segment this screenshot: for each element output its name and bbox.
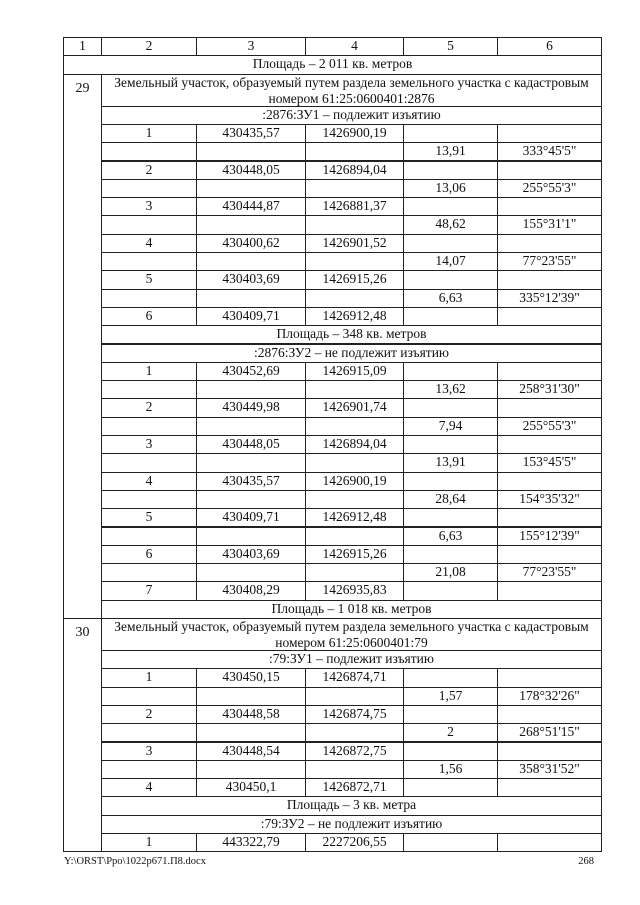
coord-y: 1426915,09	[305, 362, 404, 381]
header-col-6: 6	[497, 37, 602, 56]
empty-cell	[403, 705, 498, 724]
coord-y: 1426872,75	[305, 742, 404, 761]
empty-cell	[196, 723, 306, 742]
empty-cell	[497, 270, 602, 289]
empty-cell	[305, 527, 404, 546]
empty-cell	[403, 545, 498, 564]
empty-cell	[403, 508, 498, 527]
empty-cell	[497, 705, 602, 724]
document-path: Y:\ORST\Ppo\1022p671.П8.docx	[64, 856, 206, 867]
header-col-1: 1	[63, 37, 102, 56]
coord-y: 2227206,55	[305, 833, 404, 852]
empty-cell	[196, 760, 306, 779]
direction-angle: 358°31'52"	[497, 760, 602, 779]
coord-y: 1426872,71	[305, 778, 404, 797]
direction-angle: 255°55'3"	[497, 179, 602, 198]
area-row: Площадь – 3 кв. метра	[101, 796, 602, 815]
coord-x: 430452,69	[196, 362, 306, 381]
empty-cell	[403, 398, 498, 417]
empty-cell	[497, 234, 602, 253]
direction-angle: 268°51'15"	[497, 723, 602, 742]
point-number: 1	[101, 124, 197, 143]
coord-x: 430435,57	[196, 124, 306, 143]
coord-x: 430409,71	[196, 508, 306, 527]
direction-angle: 154°35'32"	[497, 490, 602, 509]
direction-angle: 153°45'5"	[497, 453, 602, 472]
empty-cell	[497, 161, 602, 180]
coord-x: 430400,62	[196, 234, 306, 253]
direction-angle: 335°12'39"	[497, 289, 602, 308]
coord-y: 1426900,19	[305, 472, 404, 491]
distance: 14,07	[403, 252, 498, 271]
empty-cell	[305, 563, 404, 582]
plot-title: Земельный участок, образуемый путем раздела земельного участка с кадастровым номером 61:25:0600401:2876	[101, 74, 602, 107]
empty-cell	[403, 668, 498, 687]
empty-cell	[497, 508, 602, 527]
direction-angle: 258°31'30"	[497, 380, 602, 399]
empty-cell	[101, 380, 197, 399]
empty-cell	[497, 124, 602, 143]
empty-cell	[101, 179, 197, 198]
distance: 1,57	[403, 687, 498, 706]
distance: 21,08	[403, 563, 498, 582]
empty-cell	[497, 778, 602, 797]
empty-cell	[497, 307, 602, 326]
distance: 13,91	[403, 453, 498, 472]
empty-cell	[196, 453, 306, 472]
empty-cell	[403, 124, 498, 143]
point-number: 4	[101, 234, 197, 253]
distance: 6,63	[403, 289, 498, 308]
empty-cell	[305, 289, 404, 308]
empty-cell	[403, 742, 498, 761]
point-number: 3	[101, 197, 197, 216]
part-label: :2876:ЗУ1 – подлежит изъятию	[101, 106, 602, 125]
header-col-4: 4	[305, 37, 404, 56]
empty-cell	[497, 398, 602, 417]
area-row: Площадь – 348 кв. метров	[101, 325, 602, 344]
empty-cell	[403, 161, 498, 180]
point-number: 1	[101, 668, 197, 687]
empty-cell	[305, 723, 404, 742]
empty-cell	[305, 252, 404, 271]
coord-y: 1426935,83	[305, 581, 404, 600]
empty-cell	[305, 215, 404, 234]
direction-angle: 333°45'5"	[497, 142, 602, 161]
distance: 13,06	[403, 179, 498, 198]
empty-cell	[403, 362, 498, 381]
point-number: 4	[101, 472, 197, 491]
empty-cell	[101, 453, 197, 472]
empty-cell	[101, 527, 197, 546]
empty-cell	[497, 833, 602, 852]
empty-cell	[403, 778, 498, 797]
empty-cell	[403, 581, 498, 600]
coord-x: 430448,05	[196, 161, 306, 180]
empty-cell	[305, 179, 404, 198]
empty-cell	[101, 687, 197, 706]
coord-x: 430448,54	[196, 742, 306, 761]
coord-y: 1426912,48	[305, 307, 404, 326]
empty-cell	[305, 142, 404, 161]
point-number: 2	[101, 398, 197, 417]
coord-x: 430450,15	[196, 668, 306, 687]
coord-x: 430409,71	[196, 307, 306, 326]
empty-cell	[196, 490, 306, 509]
direction-angle: 77°23'55"	[497, 563, 602, 582]
direction-angle: 155°31'1"	[497, 215, 602, 234]
distance: 1,56	[403, 760, 498, 779]
part-label: :79:ЗУ1 – подлежит изъятию	[101, 650, 602, 669]
header-col-2: 2	[101, 37, 197, 56]
plot-number: 30	[63, 618, 102, 852]
empty-cell	[196, 142, 306, 161]
empty-cell	[196, 252, 306, 271]
area-row: Площадь – 1 018 кв. метров	[101, 600, 602, 619]
empty-cell	[497, 362, 602, 381]
coord-y: 1426915,26	[305, 545, 404, 564]
direction-angle: 155°12'39"	[497, 527, 602, 546]
empty-cell	[497, 545, 602, 564]
coord-x: 430403,69	[196, 545, 306, 564]
empty-cell	[305, 453, 404, 472]
part-label: :2876:ЗУ2 – не подлежит изъятию	[101, 344, 602, 363]
coord-x: 443322,79	[196, 833, 306, 852]
header-col-5: 5	[403, 37, 498, 56]
direction-angle: 255°55'3"	[497, 417, 602, 436]
empty-cell	[101, 760, 197, 779]
empty-cell	[403, 234, 498, 253]
empty-cell	[497, 742, 602, 761]
empty-cell	[403, 833, 498, 852]
empty-cell	[196, 417, 306, 436]
coord-x: 430403,69	[196, 270, 306, 289]
coord-x: 430444,87	[196, 197, 306, 216]
empty-cell	[101, 215, 197, 234]
distance: 48,62	[403, 215, 498, 234]
empty-cell	[101, 252, 197, 271]
empty-cell	[196, 179, 306, 198]
coord-y: 1426894,04	[305, 161, 404, 180]
coord-y: 1426894,04	[305, 435, 404, 454]
coord-x: 430435,57	[196, 472, 306, 491]
empty-cell	[196, 527, 306, 546]
direction-angle: 178°32'26"	[497, 687, 602, 706]
empty-cell	[196, 215, 306, 234]
empty-cell	[305, 760, 404, 779]
coord-x: 430449,98	[196, 398, 306, 417]
empty-cell	[497, 668, 602, 687]
coord-x: 430448,58	[196, 705, 306, 724]
empty-cell	[403, 270, 498, 289]
empty-cell	[403, 472, 498, 491]
point-number: 1	[101, 362, 197, 381]
point-number: 1	[101, 833, 197, 852]
empty-cell	[305, 380, 404, 399]
coord-y: 1426912,48	[305, 508, 404, 527]
distance: 28,64	[403, 490, 498, 509]
empty-cell	[101, 289, 197, 308]
coord-x: 430408,29	[196, 581, 306, 600]
plot-number: 29	[63, 74, 102, 619]
point-number: 6	[101, 545, 197, 564]
empty-cell	[403, 197, 498, 216]
distance: 2	[403, 723, 498, 742]
empty-cell	[305, 490, 404, 509]
coord-x: 430448,05	[196, 435, 306, 454]
point-number: 6	[101, 307, 197, 326]
empty-cell	[497, 581, 602, 600]
coord-x: 430450,1	[196, 778, 306, 797]
empty-cell	[196, 289, 306, 308]
empty-cell	[196, 563, 306, 582]
empty-cell	[497, 472, 602, 491]
point-number: 3	[101, 435, 197, 454]
plot-title: Земельный участок, образуемый путем раздела земельного участка с кадастровым номером 61:25:0600401:79	[101, 618, 602, 651]
point-number: 2	[101, 705, 197, 724]
empty-cell	[101, 563, 197, 582]
empty-cell	[101, 490, 197, 509]
coord-y: 1426881,37	[305, 197, 404, 216]
empty-cell	[497, 435, 602, 454]
direction-angle: 77°23'55"	[497, 252, 602, 271]
coord-y: 1426901,52	[305, 234, 404, 253]
distance: 13,91	[403, 142, 498, 161]
empty-cell	[101, 723, 197, 742]
empty-cell	[196, 687, 306, 706]
point-number: 3	[101, 742, 197, 761]
distance: 13,62	[403, 380, 498, 399]
empty-cell	[497, 197, 602, 216]
distance: 6,63	[403, 527, 498, 546]
empty-cell	[305, 417, 404, 436]
point-number: 4	[101, 778, 197, 797]
part-label: :79:ЗУ2 – не подлежит изъятию	[101, 815, 602, 834]
coord-y: 1426901,74	[305, 398, 404, 417]
empty-cell	[101, 142, 197, 161]
point-number: 5	[101, 270, 197, 289]
point-number: 7	[101, 581, 197, 600]
distance: 7,94	[403, 417, 498, 436]
coord-y: 1426900,19	[305, 124, 404, 143]
empty-cell	[196, 380, 306, 399]
coord-y: 1426915,26	[305, 270, 404, 289]
header-col-3: 3	[196, 37, 306, 56]
point-number: 5	[101, 508, 197, 527]
page-number: 268	[578, 856, 594, 867]
coord-y: 1426874,71	[305, 668, 404, 687]
empty-cell	[101, 417, 197, 436]
empty-cell	[403, 435, 498, 454]
point-number: 2	[101, 161, 197, 180]
empty-cell	[305, 687, 404, 706]
empty-cell	[403, 307, 498, 326]
area-row: Площадь – 2 011 кв. метров	[63, 55, 602, 74]
coord-y: 1426874,75	[305, 705, 404, 724]
